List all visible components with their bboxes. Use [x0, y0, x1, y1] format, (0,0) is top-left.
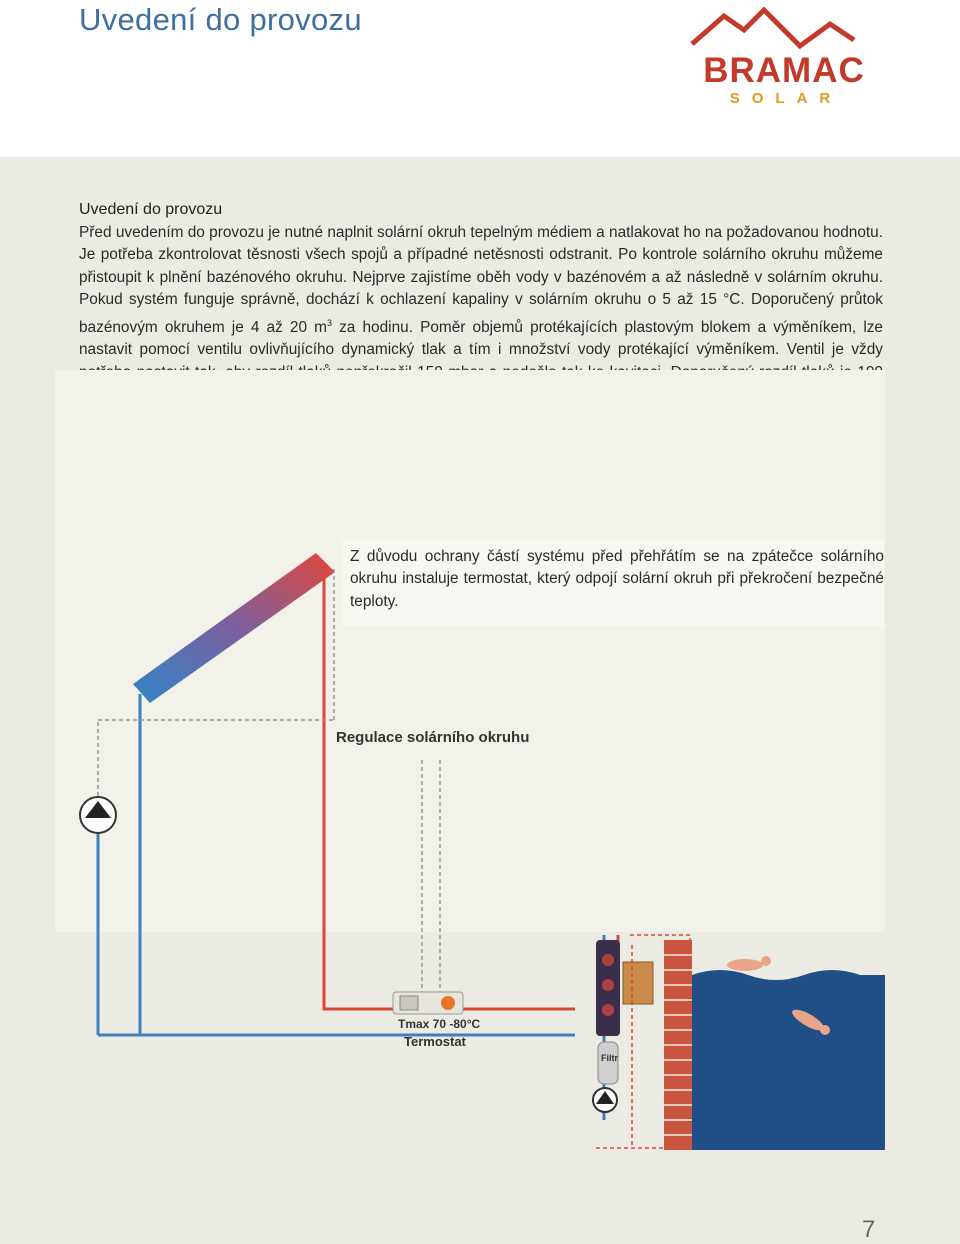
filter-label: Filtr	[601, 1053, 618, 1063]
solar-pump-icon	[80, 797, 116, 833]
pool-pump-icon	[593, 1088, 617, 1112]
page-number: 7	[862, 1216, 876, 1243]
superscript-three: 3	[326, 317, 332, 328]
solar-collector	[133, 553, 335, 703]
swimmer-icon-1	[727, 956, 771, 971]
hot-pipe	[324, 563, 575, 1009]
section-heading: Uvedení do provozu	[79, 201, 223, 218]
pool-brick-wall	[664, 940, 692, 1150]
page-title: Uvedení do provozu	[79, 2, 362, 37]
thermostat-temp-label: Tmax 70 -80°C	[398, 1017, 481, 1031]
heat-exchanger-icon	[596, 940, 653, 1036]
regulation-label: Regulace solárního okruhu	[336, 729, 530, 746]
logo-wordmark: BRAMAC	[703, 51, 865, 90]
body-text-part-1: Před uvedením do provozu je nutné naplnit solární okruh tepelným médiem a natlakovat ho na požadovanou hodnotu. Je potřeba zkontrolovat těsnosti všech spojů a případné netěsnosti odstranit. Po kontrole solárního okruhu můžeme přistoupit k plnění bazénového okruhu. Nejprve zajistíme oběh vody v bazénovém a až následně v solárním okruhu. Pokud systém funguje správně, dochází k ochlazení kapaliny v solárním okruhu o 5 až 15 °C. Doporučený průtok bazénovým okruhem je 4 až 20 m	[79, 224, 883, 336]
filter-icon	[598, 1042, 618, 1084]
note-text: Z důvodu ochrany částí systému před přehřátím se na zpátečce solárního okruhu instaluje termostat, který odpojí solární okruh při překročení bezpečné teploty.	[350, 548, 884, 610]
pool-water	[692, 970, 885, 1150]
thermostat-icon	[393, 992, 463, 1014]
thermostat-label: Termostat	[404, 1034, 466, 1049]
body-text-part-2: za hodinu. Poměr objemů protékajících plastovým blokem a výměníkem, lze nastavit pomocí ventilu ovlivňujícího dynamický tlak a tím i množství vody protékající výměníkem. Ventil je vždy	[79, 318, 883, 359]
logo-subtitle: SOLAR	[729, 90, 843, 107]
